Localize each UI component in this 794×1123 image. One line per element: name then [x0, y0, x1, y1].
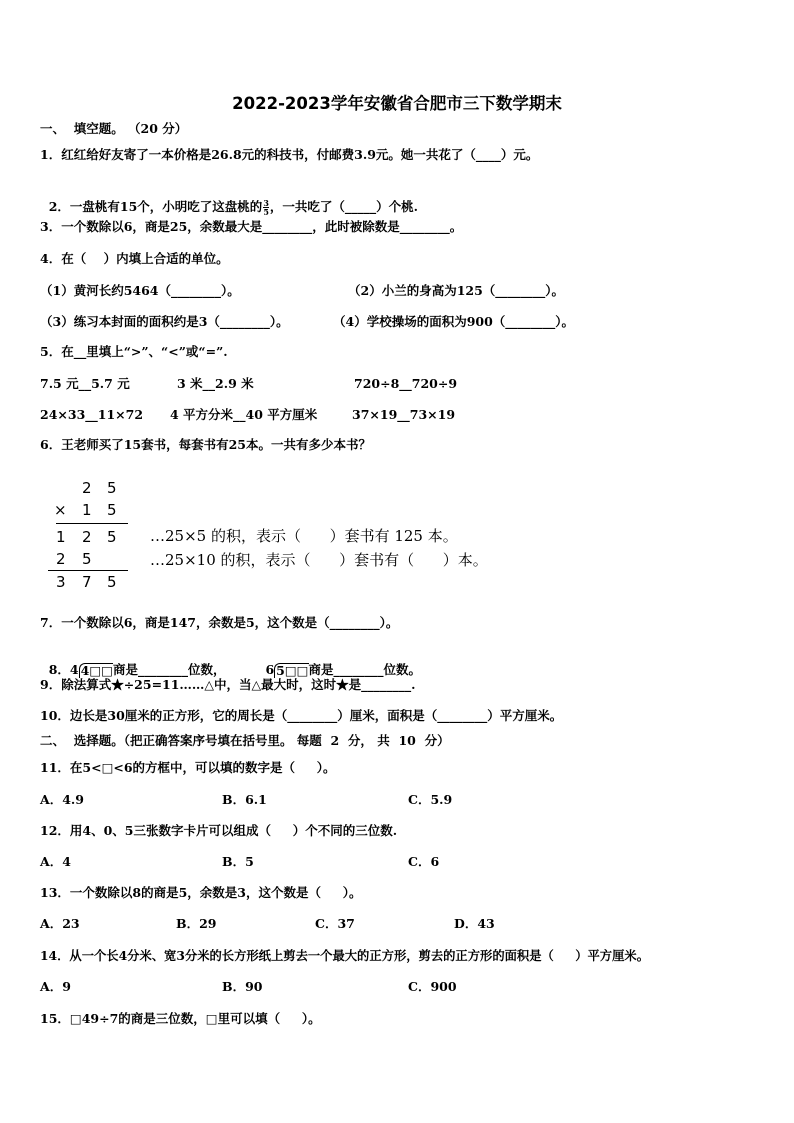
- question-5: 5．在__里填上“>”、“<”或“=”.: [40, 344, 228, 359]
- question-8: [40, 646, 421, 678]
- question-3: 3．一个数除以6，商是25，余数最大是________，此时被除数是________。: [40, 219, 463, 234]
- digit: 2: [82, 479, 92, 497]
- fraction-numerator: 3: [263, 198, 269, 208]
- digit: 5: [107, 528, 117, 546]
- option: C．5.9: [408, 792, 453, 807]
- option: A．4.9: [40, 792, 84, 807]
- calc-line: [56, 523, 128, 524]
- compare-item: 7.5 元__5.7 元: [40, 376, 130, 391]
- option: B．5: [222, 854, 254, 869]
- digit: 2: [56, 550, 66, 568]
- question-4-part-1: （1）黄河长约5464（________）。: [40, 283, 240, 298]
- fraction: [263, 199, 269, 216]
- digit: 5: [107, 479, 117, 497]
- option: A．23: [40, 916, 80, 931]
- times-sign: ×: [54, 501, 67, 519]
- calc-annotation-1: …25×5 的积，表示（ ）套书有 125 本。: [150, 527, 458, 545]
- compare-item: 3 米__2.9 米: [177, 376, 254, 391]
- division-bracket: 4□□: [80, 663, 113, 678]
- question-7: 7．一个数除以6，商是147，余数是5，这个数是（________）。: [40, 615, 399, 630]
- compare-item: 4 平方分米__40 平方厘米: [170, 407, 318, 422]
- question-8-label: 8．: [48, 662, 70, 677]
- section-heading-fill-blank: 一、 填空题。 （20 分）: [40, 121, 188, 136]
- fraction-denominator: 5: [263, 207, 269, 217]
- option: B．6.1: [222, 792, 267, 807]
- option: C．6: [408, 854, 440, 869]
- question-4-part-2: （2）小兰的身高为125（________）。: [348, 283, 565, 298]
- option: C．37: [315, 916, 355, 931]
- question-2-text-end: ，一共吃了（_____）个桃.: [269, 199, 418, 214]
- question-15: 15．□49÷7的商是三位数，□里可以填（ ）。: [40, 1011, 321, 1026]
- question-8-text-a: 商是________位数，: [112, 662, 226, 677]
- divisor: 6: [265, 662, 275, 677]
- question-9: 9．除法算式★÷25=11……△中，当△最大时，这时★是________.: [40, 677, 416, 692]
- option: A．4: [40, 854, 71, 869]
- option: B．90: [222, 979, 263, 994]
- digit: 1: [82, 501, 92, 519]
- question-11: 11．在5<□<6的方框中，可以填的数字是（ ）。: [40, 760, 336, 775]
- digit: 2: [82, 528, 92, 546]
- question-12: 12．用4、0、5三张数字卡片可以组成（ ）个不同的三位数.: [40, 823, 398, 838]
- option: C．900: [408, 979, 457, 994]
- digit: 1: [56, 528, 66, 546]
- question-14: 14．从一个长4分米、宽3分米的长方形纸上剪去一个最大的正方形，剪去的正方形的面积是（ ）平方厘米。: [40, 948, 649, 963]
- division-bracket: 5□□: [276, 663, 309, 678]
- option: B．29: [176, 916, 217, 931]
- digit: 3: [56, 573, 66, 591]
- question-2: [40, 183, 418, 216]
- compare-item: 37×19__73×19: [352, 407, 456, 422]
- page-title: 2022-2023学年安徽省合肥市三下数学期末: [232, 94, 562, 113]
- option: D．43: [454, 916, 495, 931]
- option: A．9: [40, 979, 71, 994]
- question-1: 1．红红给好友寄了一本价格是26.8元的科技书，付邮费3.9元。她一共花了（____）元。: [40, 147, 539, 162]
- question-2-text-start: 2．一盘桃有15个，小明吃了这盘桃的: [48, 199, 263, 214]
- divisor: 4: [69, 662, 79, 677]
- digit: 5: [107, 573, 117, 591]
- section-heading-choice: 二、 选择题。（把正确答案序号填在括号里。 每题 2 分， 共 10 分）: [40, 733, 450, 748]
- question-4: 4．在（ ）内填上合适的单位。: [40, 251, 229, 266]
- calc-line: [48, 570, 128, 571]
- question-4-part-4: （4）学校操场的面积为900（________）。: [333, 314, 575, 329]
- compare-item: 24×33__11×72: [40, 407, 144, 422]
- question-13: 13．一个数除以8的商是5，余数是3，这个数是（ ）。: [40, 885, 362, 900]
- digit: 5: [107, 501, 117, 519]
- question-10: 10．边长是30厘米的正方形，它的周长是（________）厘米，面积是（________）平方厘米。: [40, 708, 563, 723]
- digit: 7: [82, 573, 92, 591]
- question-4-part-3: （3）练习本封面的面积约是3（________）。: [40, 314, 289, 329]
- calc-annotation-2: …25×10 的积，表示（ ）套书有（ ）本。: [150, 551, 488, 569]
- question-6: 6．王老师买了15套书，每套书有25本。一共有多少本书？: [40, 437, 371, 452]
- question-8-text-b: 商是________位数。: [308, 662, 422, 677]
- compare-item: 720÷8__720÷9: [354, 376, 458, 391]
- digit: 5: [82, 550, 92, 568]
